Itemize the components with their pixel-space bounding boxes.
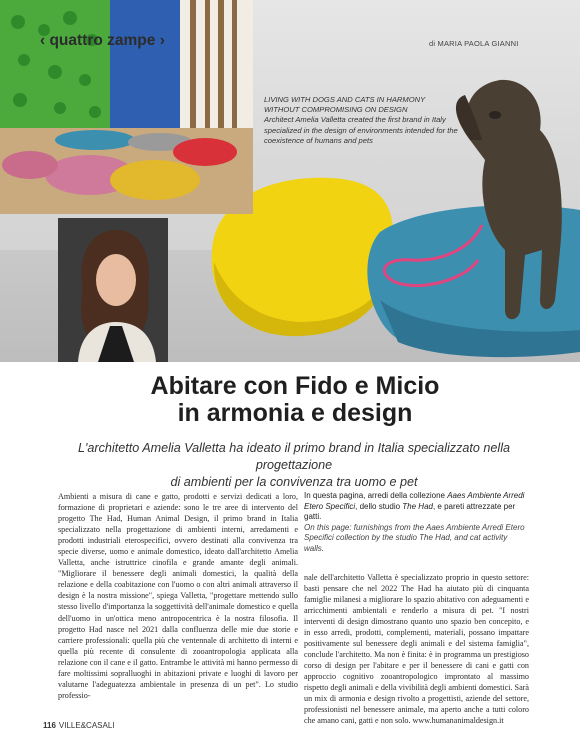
blue-wall-panel (110, 0, 180, 130)
page-caption (304, 491, 529, 555)
dog-eye (489, 111, 501, 119)
photo-caption-text: Architect Amelia Valletta created the first brand in Italy specialized in the design of environments intended for the coexistence of humans and pets (264, 115, 458, 145)
photo-caption-line1: LIVING WITH DOGS AND CATS IN HARMONY (264, 95, 426, 104)
byline: di MARIA PAOLA GIANNI (429, 39, 519, 48)
page-folio (43, 721, 115, 730)
body-right-text: nale dell'architetto Valletta è specializzato proprio in questo settore: basti pensare che nel 2022 The Had ha aiutato più di cinquanta famiglie milanesi a migliorare lo spazio abitativo con adeguamenti e arricchimenti ambientali e renderlo a misura di pet. "I nostri interventi di design dimostrano quanto uno spazio ben concepito, e in esso arredi, prodotti, complementi, materiali, possano impattare positivamente sul benessere degli animali e del sistema famiglia", conclude l'architetto. Ma non è finita: è in programma un prestigioso corso di design per l'abitare e per il benessere di cani e gatti con approccio cognitivo zooantropologico improntato al massimo rispetto degli animali e della vivibilità degli ambienti domestici. Sarà un mix di armonia e design rivolto a progettisti, aziende del settore, professionisti nel benessere animale, ma aperto anche a tutti coloro che amano cani, gatti e non solo. www.humananimaldesign.it (304, 572, 529, 726)
caption-en: On this page: furnishings from the Aaes Ambiente Arredi Etero Specifici collection by the studio The Had, and cat activity walls. (304, 522, 525, 553)
standfirst (66, 440, 522, 491)
hero-photo (0, 0, 580, 362)
architect-portrait (58, 218, 168, 362)
page-number: 116 (43, 721, 56, 730)
portrait-illustration (58, 218, 168, 362)
headline (60, 373, 530, 427)
standfirst-line1: L'architetto Amelia Valletta ha ideato il primo brand in Italia specializzato nella progettazione (78, 441, 510, 472)
headline-line1: Abitare con Fido e Micio (150, 372, 440, 400)
caption-it-mid: , dello studio (355, 501, 403, 511)
caption-it-suffix: , e pareti attrezzate per gatti. (304, 501, 516, 522)
caption-it-studio: The Had (402, 501, 433, 511)
caption-it-prefix: In questa pagina, arredi della collezione (304, 491, 448, 500)
body-column-right (304, 491, 529, 726)
body-column-left: Ambienti a misura di cane e gatto, prodotti e servizi dedicati a loro, formazione di proprietari e aziende: sono le tre aree di intervento del progetto The Had, Human Animal Design, il primo brand in Italia specializzato nella progettazione di ambienti interni, arredamenti e prodotti industriali eterospecifici, ovvero destinati alla convivenza tra specie diverse, uomo e animale domestico, ideato dall'architetto Amelia Valletta, anche istruttrice cinofila e grande amante degli animali. "Migliorare il benessere degli animali domestici, la qualità della relazione e della coabitazione con l'uomo o con altri animali attraverso il design è la nostra missione", spiega Valletta, "progettare mettendo sullo stesso livello d'importanza la soggettività dell'animale domestico e quella dell'uomo in un'ottica meno antropocentrica è la nostra filosofia. Il progetto Had nasce nel 2021 dalla confluenza delle mie due storie e carriere professionali: quella più che ventennale di architetto di interni e quella più recente di consulente di zooantropologia applicata alla relazione con il cane e il gatto. Entrambe le attività mi hanno permesso di fare moltissimi sopralluoghi in abitazioni private e luoghi di lavoro per valutarne l'adeguatezza ambientale in presenza di un pet". Lo studio professio- (58, 492, 298, 700)
photo-caption-line2: WITHOUT COMPROMISING ON DESIGN (264, 105, 408, 115)
magazine-name: VILLE&CASALI (58, 721, 115, 730)
standfirst-line2: di ambienti per la convivenza tra uomo e pet (170, 475, 418, 489)
caption-it-collection: Aaes Ambiente Arredi Etero Specifici (304, 491, 525, 511)
headline-line2: in armonia e design (177, 399, 413, 427)
section-tag: ‹ quattro zampe › (40, 32, 165, 49)
photo-caption (264, 95, 484, 146)
